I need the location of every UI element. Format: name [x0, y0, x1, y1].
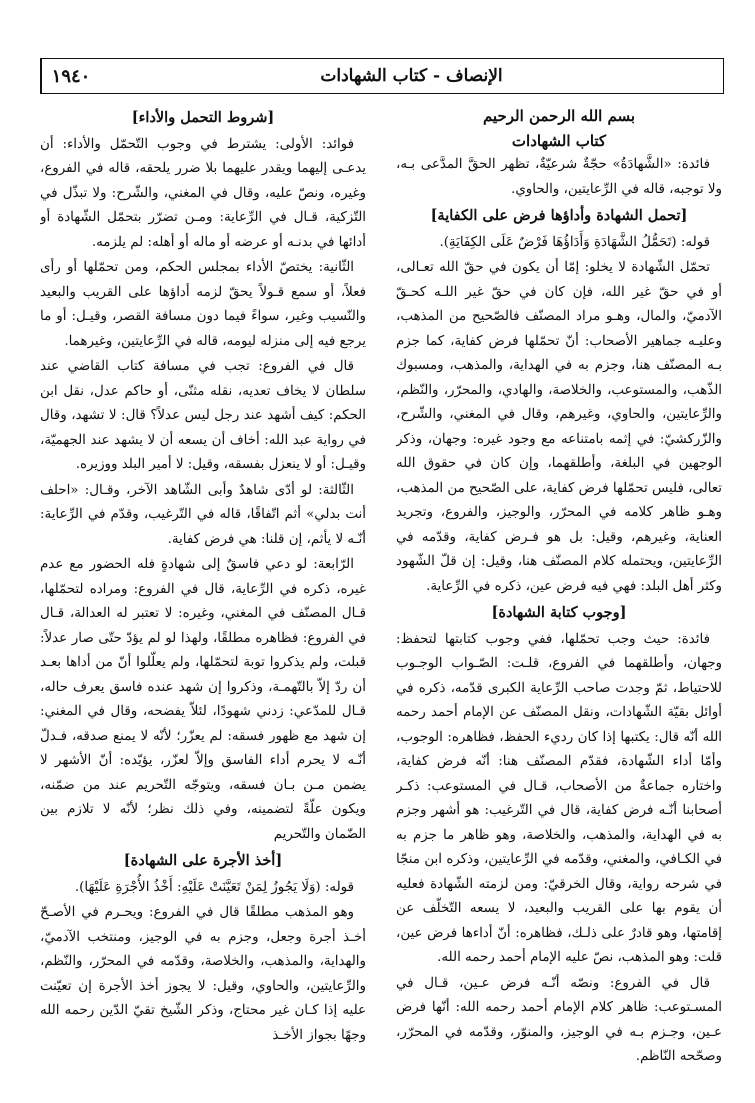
right-column: [396, 104, 722, 1094]
basmala: بسم الله الرحمن الرحيم: [482, 107, 636, 125]
paragraph: الثّانية: يختصّ الأداء بمجلس الحكم، ومن تحمّلها أو رأى فعلاً، أو سمع قـولاً يحقّ لزمه أداؤها على القريب والبعيد والنّسيب وغير، سواءً فيما دون مسافة القصر، وقيـل: أو ما يرجع فيه إلى منزله ليومه، قاله في الرِّعايتين، وغيرهما.: [40, 260, 366, 349]
left-column: [40, 104, 366, 1094]
paragraph: قوله: (وَلَا يَجُوزُ لِمَنْ تَعَيَّنَتْ عَلَيْهِ: أَخْذُ الأُجْرَةِ عَلَيْهَا).: [74, 879, 354, 895]
paragraph: فوائد: الأولى: يشترط في وجوب التّحمّل والأداء: أن يدعـى إليهما ويقدر عليهما بلا ضرر يلحقه، قاله في الفروع، وغيره، ونصّ عليه، وقال في المغني، والشّرح: ولا تبذّل في التّزكية، قـال في الرِّعاية: ومـن تضرّر بتحمّل الشّهادة أو أدائها في بدنـه أو عرضه أو ماله أو أهله: لم يلزمه.: [40, 136, 366, 250]
paragraph: قال في الفروع: ونصّه أنّـه فرض عـين، قـال في المسـتوعب: ظاهر كلام الإمام أحمد رحمه الله: أنّها فرض عـين، وجـزم بـه في الوجيز، والمنوّر، وقدّمه في المحرّر، وصحّحه النّاظم.: [396, 975, 722, 1064]
paragraph: تحمّل الشّهادة لا يخلو: إمّا أن يكون في حقّ الله تعـالى، أو في حقّ غير الله، فإن كان في حقّ غير اللـه كحـقّ الآدميّ، والمال، وهـو مراد المصنّف فالصّحيح من المذهب، وعليـه جماهير الأصحاب: أنّ تحمّلها فرض كفاية، كما جزم بـه المصنّف هنا، وجزم به في الهداية، والمذهب، ومسبوك الذّهب، والمستوعب، والخلاصة، والهادي، والمحرّر، والنّظم، والرِّعايتين، والحاوي، وغيرهم، وقال في المغني، والشّرح، والزّركشيّ: في إثمه بامتناعه مع وجود غيره: وجهان، وذكر الوجهين في البلغة، وأطلقهما، وإن كان في حقوق الله تعالى، فليس تحمّلها فرض كفاية، على الصّحيح من المذهب، وهـو ظاهر كلامه في المحرّر، والوجيز، والفروع، وتجريد العناية، وغيرهم، وقيل: بل هو فـرض كفاية، وقدّمه في الرِّعايتين، ويحتمله كلام المصنّف هنا، وقيل: إن قلّ الشّهود وكثر أهل البلد: فهي فيه فرض عين، ذكره في الرِّعاية.: [396, 260, 722, 594]
paragraph: فائدة: «الشَّهادَةُ» حجّةٌ شرعيّةٌ، تظهر الحقَّ المدَّعى بـه، ولا توجبه، قاله في الرِّعايتين، والحاوي.: [396, 157, 722, 197]
section-heading: [أخذ الأجرة على الشهادة]: [123, 852, 283, 869]
paragraph: الثّالثة: لو أدّى شاهدٌ وأبى الشّاهد الآخر، وقـال: «احلف أنت بدلي» أثم اتّفاقًا، قاله في التّرغيب، وقدّم في الرِّعاية: أنّـه لا يأثم، إن قلنا: هي فرض كفاية.: [40, 482, 366, 547]
paragraph: وهو المذهب مطلقًا قال في الفروع: ويحـرم في الأصـحّ أخـذ أجرة وجعل، وجزم به في الوجيز، ومنتخب الآدميّ، والهداية، والمذهب، والخلاصة، وقدّمه في المحرّر، والنّظم، والرِّعايتين، والحاوي، وقيل: لا يجوز أخذ الأجرة إن تعيّنت عليه إذا كـان غير محتاج، وذكر الشّيخ تقيّ الدّين رحمه الله وجهًا بجواز الأخـذ: [40, 905, 366, 1043]
section-heading: [وجوب كتابة الشهادة]: [491, 604, 627, 621]
page-number: ١٩٤٠: [41, 59, 100, 93]
running-title: الإنصاف - كتاب الشهادات: [320, 66, 503, 86]
section-heading: [شروط التحمل والأداء]: [131, 109, 275, 126]
paragraph: قال في الفروع: تجب في مسافة كتاب القاضي عند سلطان لا يخاف تعديه، نقله مثنّى، أو حاكم عدل، نقل ابن الحكم: كيف أشهد عند رجل ليس عدلاً؟ قال: لا تشهد، وقال في رواية عبد الله: أخاف أن يسعه أن لا يشهد عند الجهميّة، وقيـل: أو لا ينعزل بفسقه، وقيل: لا أمير البلد ووزيره.: [40, 359, 366, 472]
paragraph: قوله: (تَحَمُّلُ الشَّهَادَةِ وَأَدَاؤُهَا فَرْضٌ عَلَى الكِفَايَةِ).: [439, 234, 710, 250]
section-heading: [تحمل الشهادة وأداؤها فرض على الكفاية]: [430, 207, 688, 224]
paragraph: فائدة: حيث وجب تحمّلها، ففي وجوب كتابتها لتحفظ: وجهان، وأطلقهما في الفروع، قلـت: الصّـواب الوجـوب للاحتياط، ثمّ وجدت صاحب الرِّعاية الكبرى قدّمه، ذكره في أوائل بقيّة الشّهادات، ونقل المصنّف عن الإمام أحمد رحمه الله أنّه قال: يكتبها إذا كان رديء الحفظ، فظاهره: الوجوب، وأمّا أداء الشّهادة، فقدّم المصنّف هنا: أنّه فرض كفاية، واختاره جماعةٌ من الأصحاب، قـال في المستوعب: ذكـر أصحابنا أنّـه فرض كفاية، قال في التّرغيب: هو أشهر وجزم به في الهداية، والمذهب، والخلاصة، وهو ظاهر ما جزم به في الكـافي، والمغني، وقدّمه في الرِّعايتين، وذكره ابن منجّا في شرحه رواية، وقال الخرقيّ: ومن لزمته الشّهادة فعليه أن يقوم بها على القريب والبعيد، لا يسعه التّخلّف عن إقامتها، وهو قادرٌ على ذلـك، فظاهره: أنّ أداءها فرض عين، قلت: وهو المذهب، نصّ عليه الإمام أحمد رحمه الله.: [396, 631, 722, 965]
paragraph: الرّابعة: لو دعي فاسقٌ إلى شهادةٍ فله الحضور مع عدم غيره، ذكره في الرِّعاية، قال في الفروع: ومراده لتحمّلها، قـال المصنّف في المغني، وغيره: لا تعتبر له العدالة، قـال في الفروع: فظاهره مطلقًا، ولهذا لو لم يؤدّ حتّى صار عدلاً: قبلت، ولم يذكروا توبة لتحمّلها، ولم يعلّلوا أنّ من أداها بعـد أن ردّ إلاّ بالتّهمـة، وذكروا إن شهد عنده فاسق يعرف حاله، قـال للمدّعي: زدني شهودًا، لئلاّ يفضحه، وقال في المغني: إن شهد مع ظهور فسقه: لم يعزّر؛ لأنّه لا يمنع صدقه، فـدلّ أنّـه لا يحرم أداء الفاسق وإلاّ لعزّر، يؤيّده: أنّ الأشهر لا يضمن مـن بـان فسقه، ويتوجّه التّحريم عند من ضمّنه، ويكون علّةً لتضمينه، وفي ذلك نظر؛ لأنّه لا تلازم بين الضّمان والتّحريم: [40, 557, 366, 842]
book-title: كتاب الشهادات: [511, 131, 607, 150]
page-header: [40, 58, 724, 94]
